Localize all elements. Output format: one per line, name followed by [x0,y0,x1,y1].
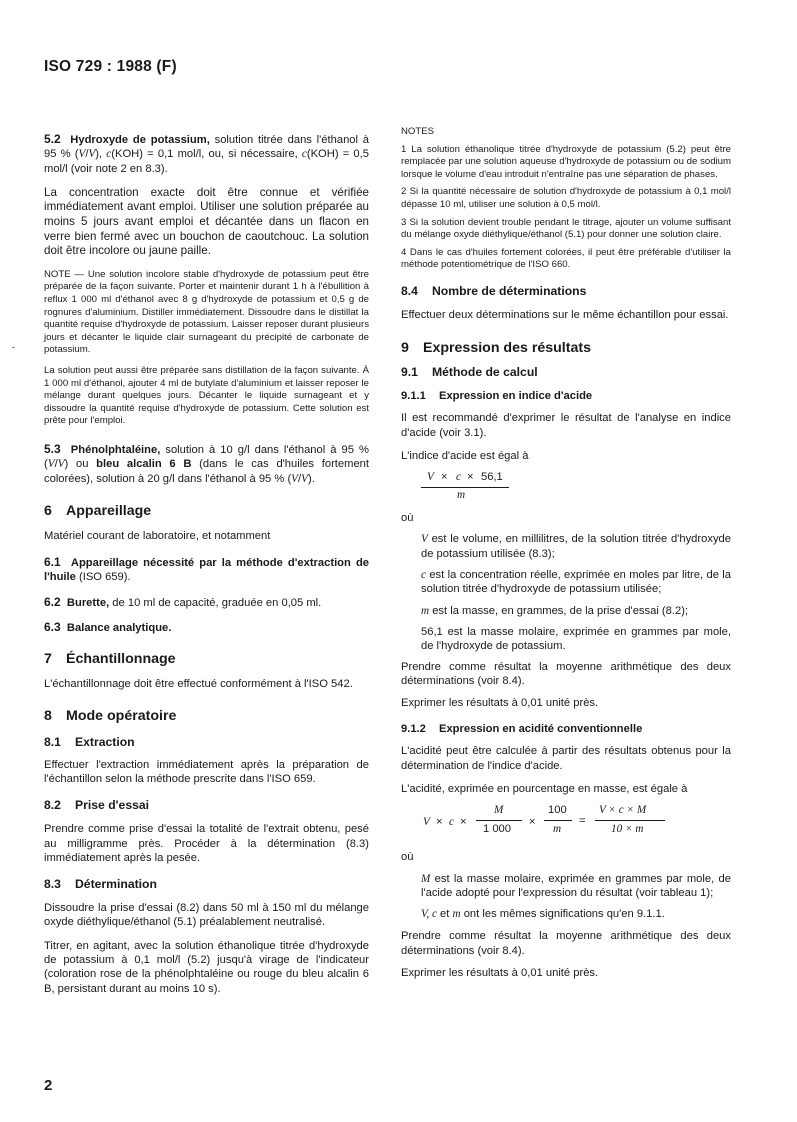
text: (KOH) = 0,5 mol/l (voir note 2 en 8.3). [44,148,369,175]
text: (dans le cas d'huiles fortement colorées), solution à 20 g/l dans l'éthanol à 95 % ( [44,458,370,485]
text: de 10 ml de capacité, graduée en 0,05 ml. [109,596,322,609]
fraction-bar [421,487,509,488]
section-number: 8 [44,707,52,724]
text: ), [95,148,107,161]
section-title: Balance analytique. [66,622,172,635]
section-number: 7 [44,651,52,668]
note-2: 2 Si la quantité nécessaire de solution d'hydroxyde de potassium à 0,1 mol/l dépasse 10 ml, utiliser une solution à 0,5 mol/l. [401,186,731,210]
heading-8 [44,707,369,725]
section-number: 6.1 [44,555,61,570]
definition-symbol: V, c [421,908,437,921]
section-title: Détermination [75,877,157,892]
note-3: 3 Si la solution devient trouble pendant le titrage, ajouter un volume suffisant du mélange oxyde diéthylique/éthanol (5.1) pour donner une solution claire. [401,216,731,241]
definition-symbol: V [421,533,428,546]
right-column [401,126,731,980]
heading-9-1-1 [401,389,731,403]
section-9-1-1-text-3: Prendre comme résultat la moyenne arithmétique des deux déterminations (voir 8.4). [401,660,731,687]
section-number: 9 [401,340,409,357]
definition-text: est la masse molaire, exprimée en grammes par mole, de l'acide adopté pour l'expression du résultat (voir tableau 1); [421,872,731,899]
heading-9 [401,339,731,357]
where-label: où [401,512,414,525]
definition-other-symbols [421,907,731,921]
symbol-c: c [301,148,307,161]
definition-c [421,568,731,597]
section-9-1-1-text-1: Il est recommandé d'exprimer le résultat de l'analyse en indice d'acide (voir 3.1). [401,412,731,439]
section-9-1-1-text-4: Exprimer les résultats à 0,01 unité près. [401,697,599,710]
section-number: 8.4 [401,283,418,298]
section-title: Expression en indice d'acide [439,390,593,403]
text: ) ou [64,458,97,471]
definition-symbol: m [421,604,430,617]
section-title: Extraction [75,734,135,749]
section-9-1-2-text-3: Prendre comme résultat la moyenne arithmétique des deux déterminations (voir 8.4). [401,930,731,957]
section-number: 8.2 [44,798,61,813]
section-7-text: L'échantillonnage doit être effectué conformément à l'ISO 542. [44,678,353,691]
section-title: Prise d'essai [75,798,150,813]
formula-symbol-molar-mass: M [494,804,504,817]
section-8-3-text-1: Dissoudre la prise d'essai (8.2) dans 50 ml à 150 ml du mélange oxyde diéthylique/éthanol (5.1) préalablement neutralisé. [44,902,369,929]
heading-9-1-2 [401,722,731,736]
concentration-paragraph: La concentration exacte doit être connue et vérifiée immédiatement avant emploi. Utiliser une solution préparée au moins 5 jours avant emploi et décantée dans un flacon en verre bien fermé avec un bouchon de caoutchouc. La solution doit être incolore ou jaune paille. [44,185,369,258]
section-title: Nombre de déterminations [432,283,587,298]
symbol-v: V [291,472,299,485]
definition-text: est la masse, en grammes, de la prise d'essai (8.2); [429,604,689,617]
formula-acidity [401,804,731,848]
section-number: 5.3 [44,441,61,456]
formula-symbol-m: m [457,489,466,502]
definition-symbol: 56,1 [421,625,443,638]
page-number: 2 [44,1077,53,1094]
document-header: ISO 729 : 1988 (F) [44,58,177,75]
where-label: où [401,851,414,864]
formula-operator: × [529,816,536,829]
section-number: 9.1 [401,365,418,380]
section-number: 6.3 [44,620,61,635]
section-9-1-2-text-2: L'acidité, exprimée en pourcentage en masse, est égale à [401,782,688,795]
section-9-1-2-text-4: Exprimer les résultats à 0,01 unité près. [401,967,599,980]
definition-v [421,532,731,561]
note-koh-alternative: La solution peut aussi être préparée sans distillation de la façon suivante. À 1 000 ml d'éthanol, ajouter 4 ml de butylate d'aluminium et laisser reposer le mélange durant quelques jours. Décanter le liquide surnageant et y dissoudre la quantité requise d'hydroxyde de potassium. Cette solution est prête pour l'emploi. [44,365,369,427]
fraction-bar [595,820,665,821]
section-number: 5.2 [44,132,61,146]
section-6-1 [44,555,369,585]
section-title: Burette, [66,596,110,609]
section-8-4-text: Effectuer deux déterminations sur le même échantillon pour essai. [401,308,729,321]
definition-text: ont les mêmes significations qu'en 9.1.1. [460,908,665,921]
margin-mark [12,347,15,348]
formula-symbol-v: V [427,471,434,484]
definition-text: est la concentration réelle, exprimée en moles par litre, de la solution titrée d'hydroxyde de potassium utilisée; [421,569,731,596]
formula-symbol-v: V [423,816,430,829]
section-number: 9.1.2 [401,723,426,736]
heading-8-1 [44,735,369,750]
heading-9-1 [401,365,731,380]
formula-constant: 56,1 [481,471,503,484]
text: et [436,908,453,921]
definition-m [421,604,731,618]
section-title: Appareillage [66,502,152,519]
formula-constant: 100 [548,804,567,817]
formula-symbol-c: c [449,816,454,829]
text: solution titrée dans l'éthanol à 95 % ( [44,134,370,161]
symbol-c: c [106,148,112,161]
section-8-2-text: Prendre comme prise d'essai la totalité de l'extrait obtenu, pesé au milligramme près. Procéder à la détermination (8.3) immédiatement après la pesée. [44,823,369,864]
section-title: Échantillonnage [66,651,176,668]
section-title: Hydroxyde de potassium, [70,134,210,146]
left-column [44,126,369,996]
heading-8-3 [44,877,369,892]
note-1: 1 La solution éthanolique titrée d'hydroxyde de potassium (5.2) peut être remplacée par une solution aqueuse d'hydroxyde de potassium ou de sodium lorsque le volume d'eau introduit n'entraîne pas une séparation de phases. [401,143,731,180]
formula-denominator: 10 × m [611,823,644,836]
text: ). [307,472,315,485]
formula-operator: × [460,816,467,829]
formula-operator: × [441,471,448,484]
heading-7 [44,650,369,668]
symbol-v: V [78,148,86,161]
text: (KOH) = 0,1 mol/l, ou, si nécessaire, [111,148,302,161]
section-6-3 [44,620,369,635]
section-9-1-1-text-2: L'indice d'acide est égal à [401,449,529,462]
section-title: Expression en acidité conventionnelle [439,723,643,736]
bold-term: bleu alcalin 6 B [96,458,192,471]
section-number: 8.3 [44,877,61,892]
formula-symbol-c: c [456,471,461,484]
formula-constant: 1 000 [483,823,511,836]
section-8-1-text: Effectuer l'extraction immédiatement après la préparation de l'échantillon selon la méthode prescrite dans l'ISO 659. [44,758,369,785]
text: / [85,148,89,161]
section-number: 8.1 [44,734,61,749]
notes-title: NOTES [401,126,435,137]
definitions-9-1-1 [401,532,731,653]
section-number: 6 [44,502,52,519]
section-title: Expression des résultats [423,340,591,357]
formula-operator: × [436,816,443,829]
formula-symbol-m: m [553,823,562,836]
section-6-2 [44,595,369,610]
definition-symbol: M [421,872,431,885]
symbol-v: V [88,148,96,161]
heading-8-2 [44,798,369,813]
section-8-3-text-2: Titrer, en agitant, avec la solution éthanolique titrée d'hydroxyde de potassium à 0,1 mol/l (5.2) jusqu'à virage de l'indicateur (coloration rose de la phénolphtaléine ou rouge du bleu alcalin 6 B, persistant durant au moins 10 s). [44,939,369,995]
section-5-2 [44,132,369,176]
section-number: 6.2 [44,594,61,609]
heading-6 [44,502,369,520]
symbol-v: V [47,458,55,471]
section-title: Phénolphtaléine, [70,443,161,456]
section-title: Mode opératoire [66,707,177,724]
definition-molar-mass [421,872,731,901]
text: solution à 10 g/l dans l'éthanol à 95 % ( [44,443,370,471]
definition-text: est le volume, en millilitres, de la solution titrée d'hydroxyde de potassium utilisée (8.3); [421,533,731,560]
text: (ISO 659). [75,571,131,584]
section-number: 9.1.1 [401,390,426,403]
section-6-text: Matériel courant de laboratoire, et notamment [44,529,271,542]
definition-symbol: c [421,569,426,582]
definitions-9-1-2 [401,872,731,922]
note-koh-preparation: NOTE — Une solution incolore stable d'hydroxyde de potassium peut être préparée de la façon suivante. Porter et maintenir durant 1 h à l'ébullition à reflux 1 000 ml d'éthanol avec 8 g d'hydroxyde de potassium et 0,5 g de rognures d'aluminium. Distiller immédiatement. Dissoudre dans le distillat la quantité requise d'hydroxyde de potassium. Laisser reposer durant plusieurs jours et décanter le liquide clair surnageant du précipité de carbonate de potassium. [44,268,369,356]
definition-56-1 [421,625,731,654]
fraction-bar [544,820,572,821]
definition-symbol: m [452,908,461,921]
section-title: Méthode de calcul [432,365,538,380]
section-9-1-2-text-1: L'acidité peut être calculée à partir des résultats obtenus pour la détermination de l'indice d'acide. [401,745,731,772]
definition-text: est la masse molaire, exprimée en grammes par mole, de l'hydroxyde de potassium. [421,625,731,653]
symbol-v: V [301,472,308,485]
formula-operator: × [467,471,474,484]
fraction-bar [476,820,522,821]
formula-acid-index [401,469,731,509]
symbol-v: V [57,458,65,471]
note-4: 4 Dans le cas d'huiles fortement colorées, il peut être préférable d'utiliser la méthode potentiométrique de l'ISO 660. [401,246,731,271]
section-5-3: 5.3 Phénolphtaléine, solution à 10 g/l dans l'éthanol à 95 % (V/V) ou bleu alcalin 6 B (dans le cas d'huiles fortement colorées), solution à 20 g/l dans l'éthanol à 95 % (V/V). [44,441,370,485]
heading-8-4 [401,284,731,299]
formula-equals: = [579,815,586,828]
formula-numerator: V × c × M [599,804,647,817]
section-title: Appareillage nécessité par la méthode d'extraction de l'huile [44,557,370,584]
